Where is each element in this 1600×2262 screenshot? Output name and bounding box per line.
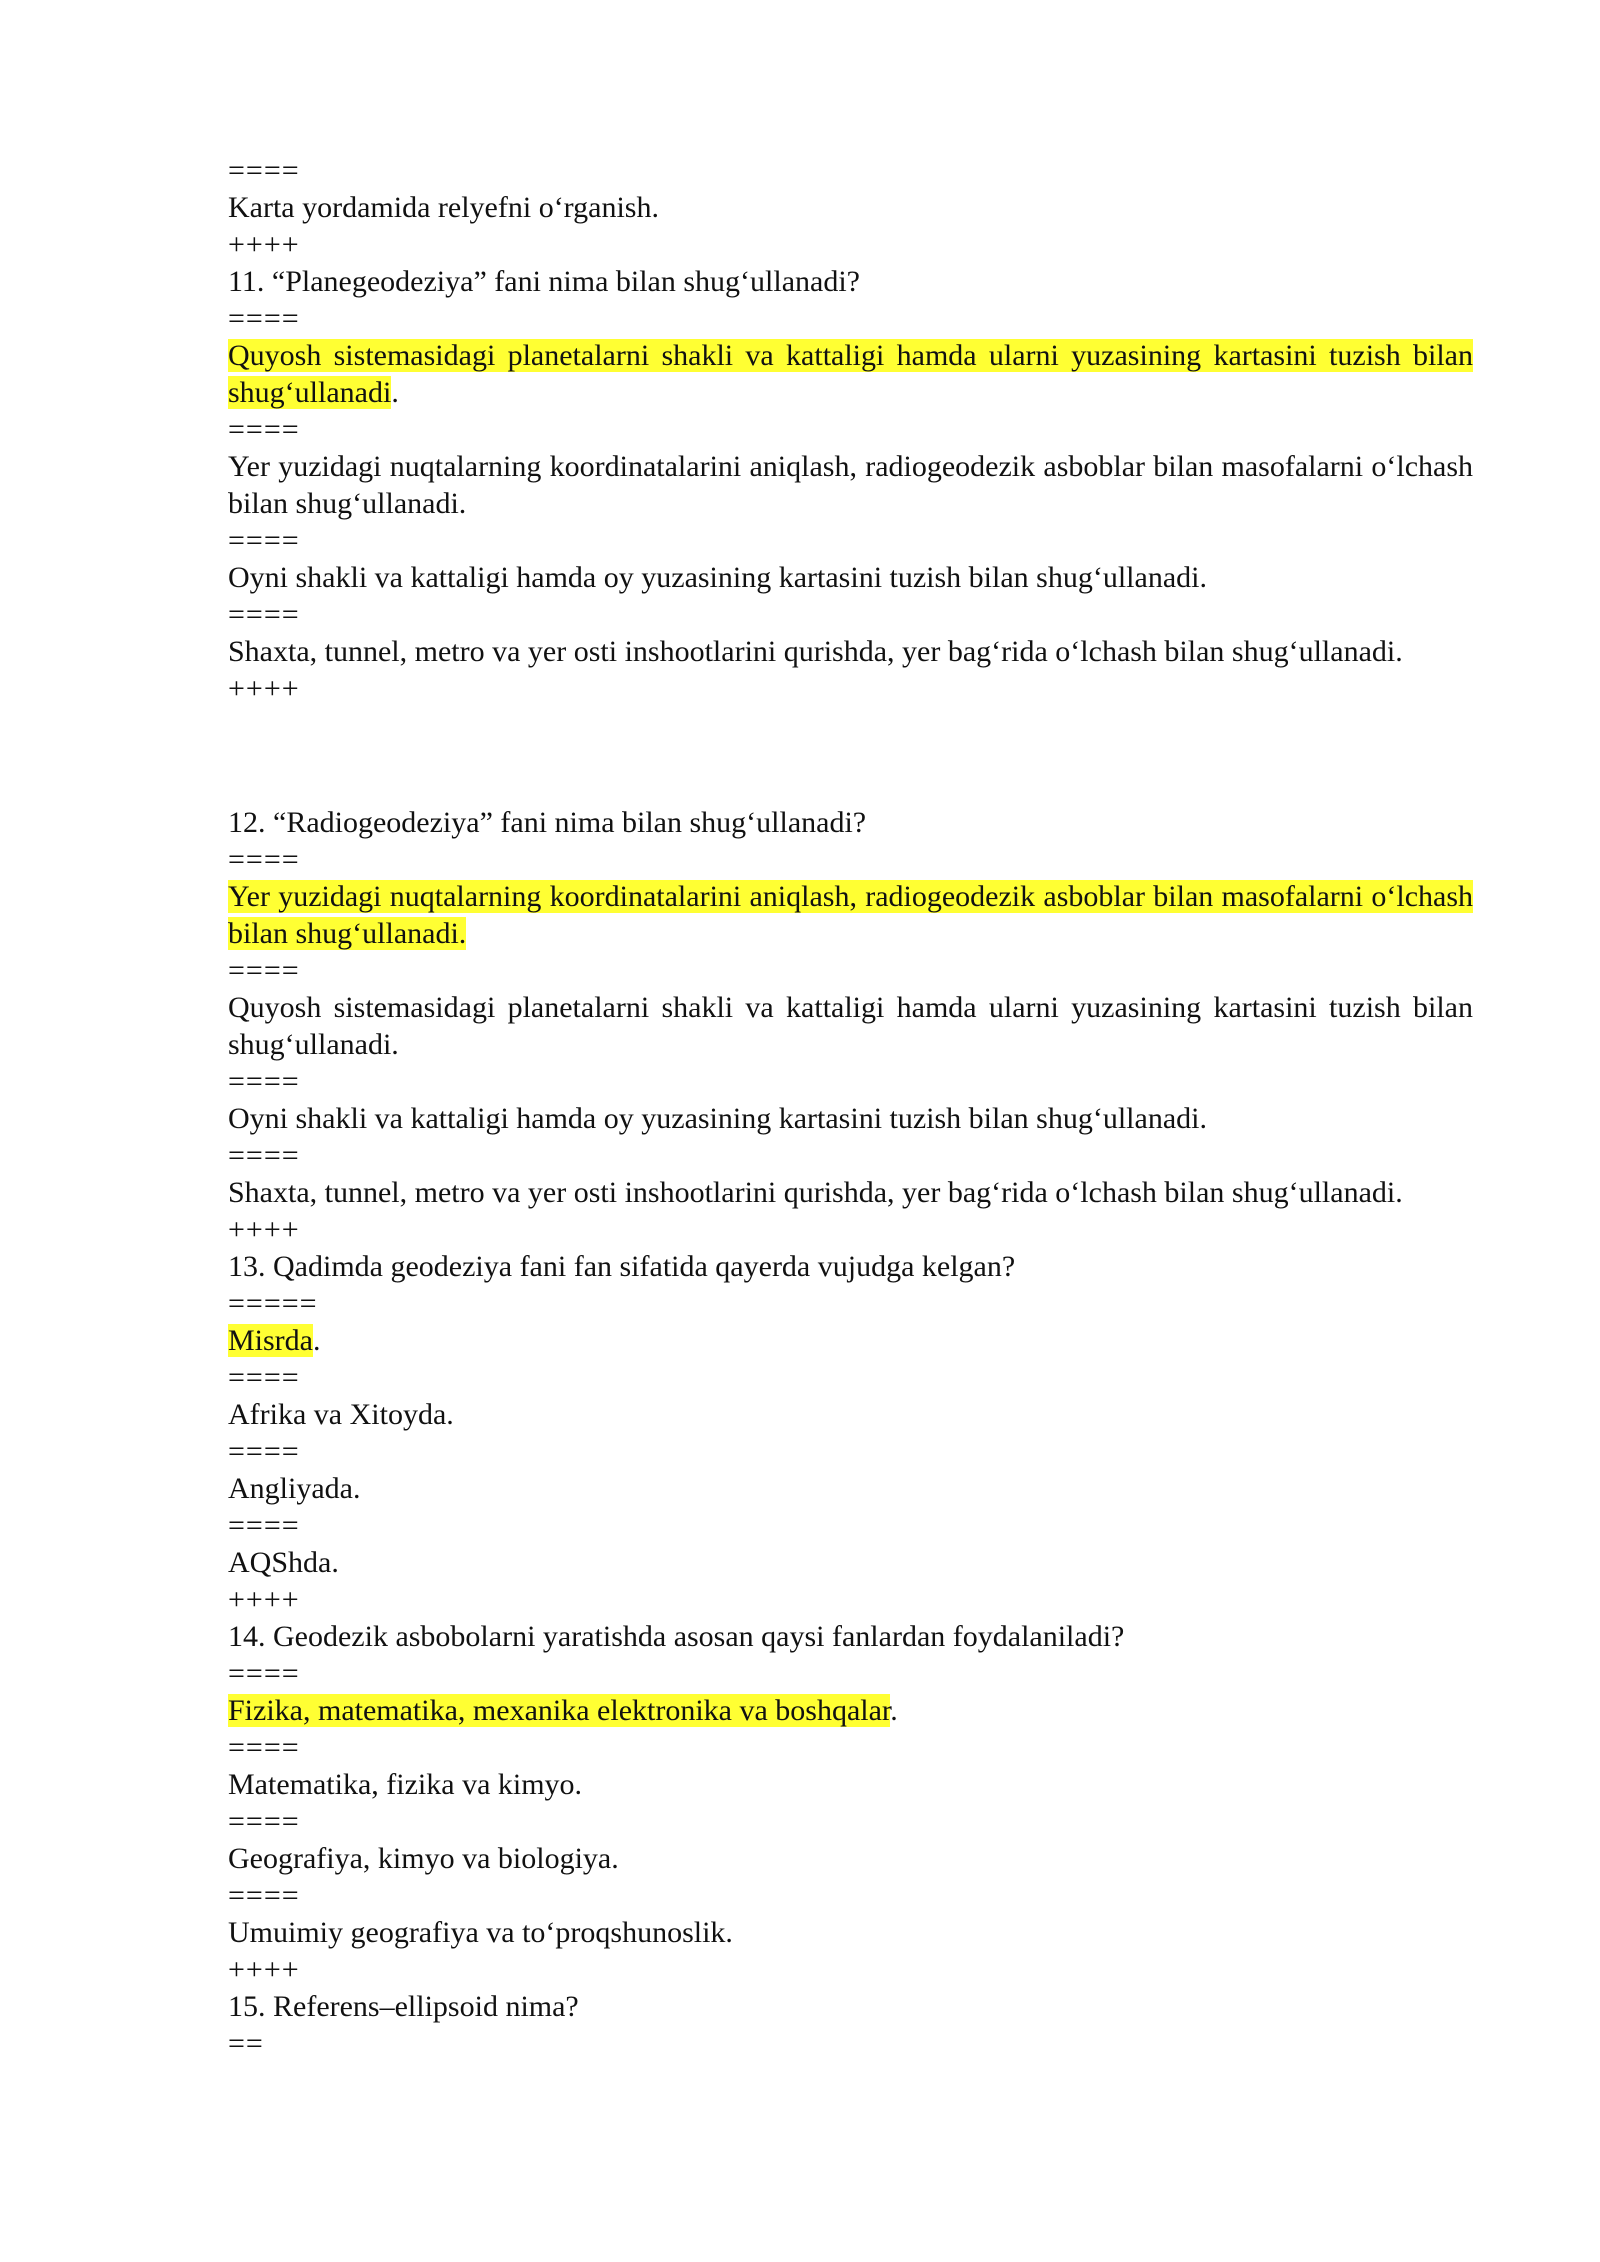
separator-line: ==== — [228, 1657, 300, 1690]
highlighted-answer-text: Yer yuzidagi nuqtalarning koordinatalarini aniqlash, radiogeodezik asboblar bilan masofalarni o‘lchash bilan shug‘ullanadi. — [228, 880, 1473, 950]
separator-line: ++++ — [228, 1953, 300, 1986]
question-text: 15. Referens–ellipsoid nima? — [228, 1990, 579, 2023]
answer-option: AQShda. — [228, 1546, 339, 1579]
separator-line: == — [228, 2027, 264, 2060]
question-text: 13. Qadimda geodeziya fani fan sifatida qayerda vujudga kelgan? — [228, 1250, 1016, 1283]
separator-line: ++++ — [228, 1213, 300, 1246]
answer-trailing-text: . — [313, 1324, 321, 1357]
answer-option: Angliyada. — [228, 1472, 361, 1505]
answer-option: Shaxta, tunnel, metro va yer osti inshootlarini qurishda, yer bag‘rida o‘lchash bilan shug‘ullanadi. — [228, 635, 1403, 668]
answer-option: Matematika, fizika va kimyo. — [228, 1768, 583, 1801]
question-text: 12. “Radiogeodeziya” fani nima bilan shug‘ullanadi? — [228, 806, 867, 839]
separator-line: ==== — [228, 954, 300, 987]
correct-answer — [228, 1692, 1473, 1729]
answer-option: Umuimiy geografiya va to‘proqshunoslik. — [228, 1916, 733, 1949]
highlighted-answer-text: Misrda — [228, 1324, 313, 1357]
answer-option: Yer yuzidagi nuqtalarning koordinatalarini aniqlash, radiogeodezik asboblar bilan masofalarni o‘lchash bilan shug‘ullanadi. — [228, 450, 1473, 520]
correct-answer — [228, 878, 1473, 952]
answer-option: Oyni shakli va kattaligi hamda oy yuzasining kartasini tuzish bilan shug‘ullanadi. — [228, 561, 1207, 594]
separator-line: ++++ — [228, 228, 300, 261]
highlighted-answer-text: Quyosh sistemasidagi planetalarni shakli va kattaligi hamda ularni yuzasining kartasini tuzish bilan shug‘ullanadi — [228, 339, 1473, 409]
correct-answer — [228, 1322, 1473, 1359]
separator-line: ++++ — [228, 1583, 300, 1616]
blank-line — [228, 737, 1473, 774]
separator-line: ==== — [228, 1065, 300, 1098]
separator-line: ==== — [228, 302, 300, 335]
separator-line: ==== — [228, 1805, 300, 1838]
separator-line: ==== — [228, 1435, 300, 1468]
separator-line: ==== — [228, 1879, 300, 1912]
separator-line: ==== — [228, 154, 300, 187]
separator-line: ==== — [228, 1139, 300, 1172]
answer-option: Quyosh sistemasidagi planetalarni shakli va kattaligi hamda ularni yuzasining kartasini tuzish bilan shug‘ullanadi. — [228, 991, 1473, 1061]
separator-line: ==== — [228, 524, 300, 557]
answer-option: Geografiya, kimyo va biologiya. — [228, 1842, 619, 1875]
separator-line: ==== — [228, 1731, 300, 1764]
answer-option: Shaxta, tunnel, metro va yer osti inshootlarini qurishda, yer bag‘rida o‘lchash bilan shug‘ullanadi. — [228, 1176, 1403, 1209]
question-text: 11. “Planegeodeziya” fani nima bilan shug‘ullanadi? — [228, 265, 860, 298]
separator-line: ==== — [228, 843, 300, 876]
correct-answer — [228, 337, 1473, 411]
separator-line: ==== — [228, 413, 300, 446]
answer-option: Oyni shakli va kattaligi hamda oy yuzasining kartasini tuzish bilan shug‘ullanadi. — [228, 1102, 1207, 1135]
highlighted-answer-text: Fizika, matematika, mexanika elektronika va boshqalar — [228, 1694, 891, 1727]
answer-option: Afrika va Xitoyda. — [228, 1398, 454, 1431]
question-text: 14. Geodezik asbobolarni yaratishda asosan qaysi fanlardan foydalaniladi? — [228, 1620, 1125, 1653]
answer-trailing-text: . — [890, 1694, 898, 1727]
document-page — [228, 152, 1473, 2062]
separator-line: ==== — [228, 1361, 300, 1394]
separator-line: ==== — [228, 1509, 300, 1542]
answer-option: Karta yordamida relyefni o‘rganish. — [228, 191, 659, 224]
separator-line: ++++ — [228, 672, 300, 705]
separator-line: ==== — [228, 598, 300, 631]
separator-line: ===== — [228, 1287, 318, 1320]
answer-trailing-text: . — [391, 376, 399, 409]
